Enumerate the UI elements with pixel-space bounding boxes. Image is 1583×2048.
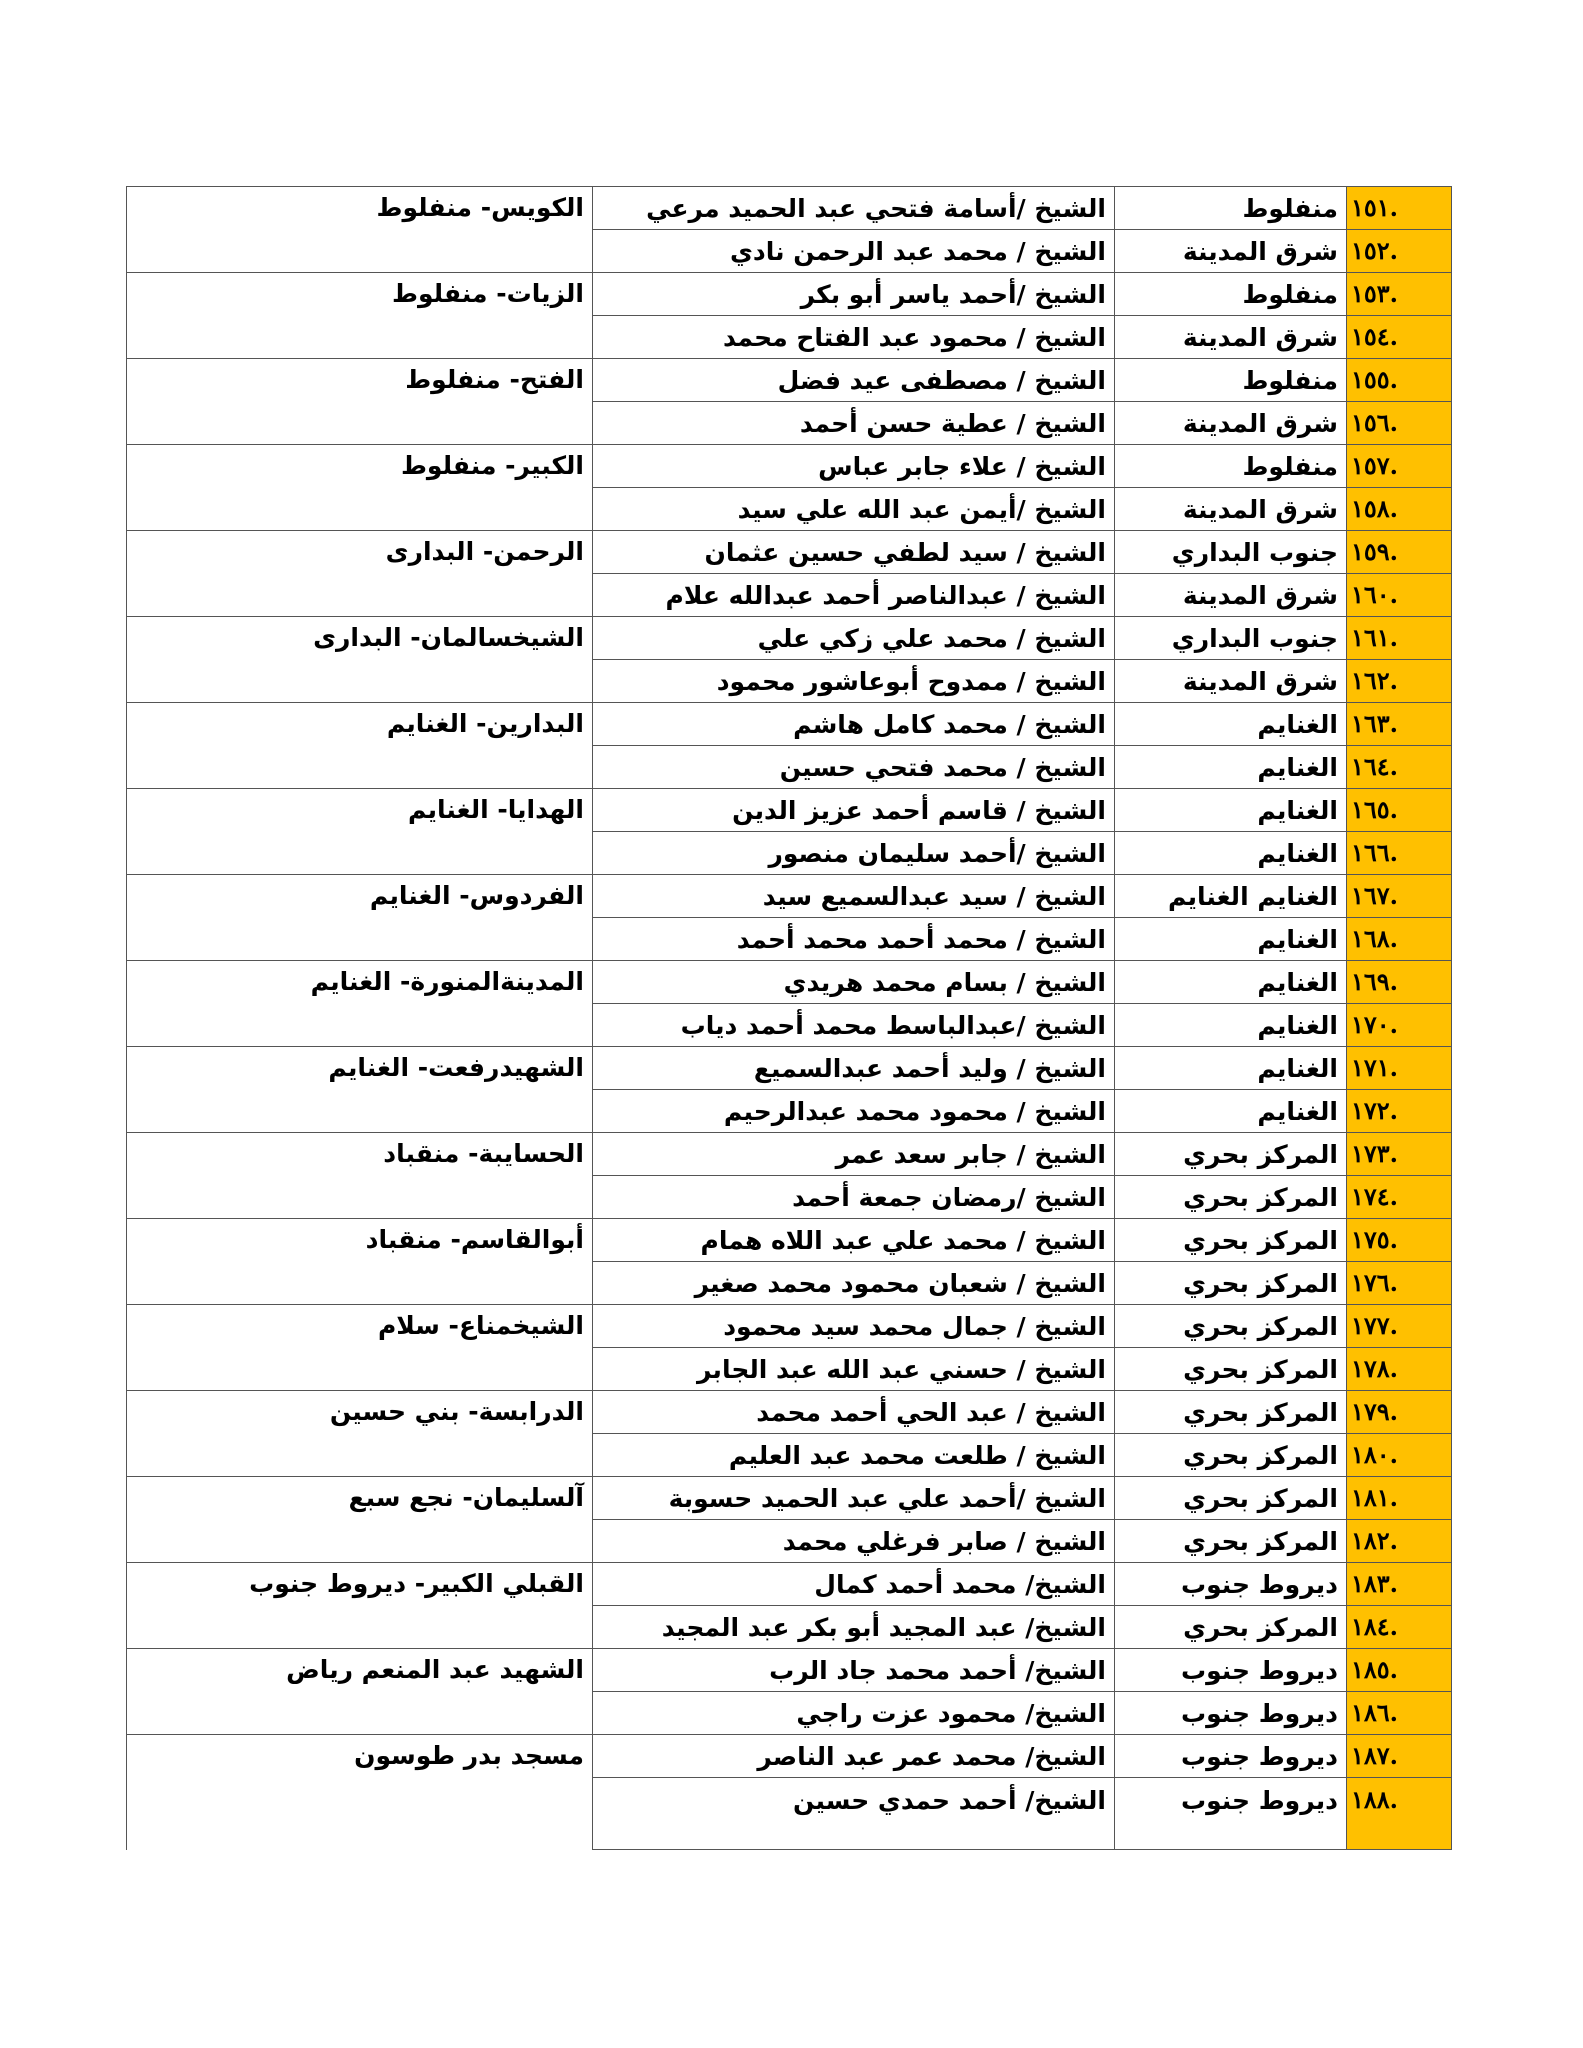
area-cell: الغنايم	[1115, 1047, 1347, 1090]
sheikh-name-cell: الشيخ / محمد كامل هاشم	[593, 703, 1115, 746]
row-number: ١٧٦.	[1347, 1262, 1452, 1305]
row-number: ١٨٧.	[1347, 1735, 1452, 1778]
area-cell: المركز بحري	[1115, 1391, 1347, 1434]
mosque-cell: الكويس- منفلوط	[127, 187, 593, 273]
area-cell: الغنايم	[1115, 1090, 1347, 1133]
row-number: ١٦١.	[1347, 617, 1452, 660]
mosque-cell: آلسليمان- نجع سبع	[127, 1477, 593, 1563]
row-number: ١٧١.	[1347, 1047, 1452, 1090]
row-number: ١٥٧.	[1347, 445, 1452, 488]
sheikh-name-cell: الشيخ /عبدالباسط محمد أحمد دياب	[593, 1004, 1115, 1047]
sheikh-name-cell: الشيخ / محمد علي زكي علي	[593, 617, 1115, 660]
sheikh-name-cell: الشيخ / قاسم أحمد عزيز الدين	[593, 789, 1115, 832]
area-cell: الغنايم	[1115, 832, 1347, 875]
sheikh-name-cell: الشيخ/ عبد المجيد أبو بكر عبد المجيد	[593, 1606, 1115, 1649]
mosque-cell: أبوالقاسم- منقباد	[127, 1219, 593, 1305]
row-number: ١٥١.	[1347, 187, 1452, 230]
table-row	[127, 1305, 1452, 1348]
sheikh-name-cell: الشيخ / سيد لطفي حسين عثمان	[593, 531, 1115, 574]
sheikh-name-cell: الشيخ / جابر سعد عمر	[593, 1133, 1115, 1176]
area-cell: الغنايم	[1115, 703, 1347, 746]
row-number: ١٨٢.	[1347, 1520, 1452, 1563]
sheikh-name-cell: الشيخ / محمود عبد الفتاح محمد	[593, 316, 1115, 359]
area-cell: شرق المدينة	[1115, 574, 1347, 617]
row-number: ١٨٨.	[1347, 1778, 1452, 1850]
table-row	[127, 1047, 1452, 1090]
table-row	[127, 961, 1452, 1004]
area-cell: شرق المدينة	[1115, 660, 1347, 703]
area-cell: المركز بحري	[1115, 1219, 1347, 1262]
sheikh-name-cell: الشيخ /أحمد سليمان منصور	[593, 832, 1115, 875]
row-number: ١٧٨.	[1347, 1348, 1452, 1391]
area-cell: المركز بحري	[1115, 1520, 1347, 1563]
table-row	[127, 1563, 1452, 1606]
row-number: ١٧٤.	[1347, 1176, 1452, 1219]
row-number: ١٨٣.	[1347, 1563, 1452, 1606]
area-cell: شرق المدينة	[1115, 402, 1347, 445]
mosque-cell: القبلي الكبير- ديروط جنوب	[127, 1563, 593, 1649]
row-number: ١٨٠.	[1347, 1434, 1452, 1477]
area-cell: ديروط جنوب	[1115, 1563, 1347, 1606]
area-cell: الغنايم	[1115, 918, 1347, 961]
sheikh-name-cell: الشيخ / محمد أحمد محمد أحمد	[593, 918, 1115, 961]
area-cell: المركز بحري	[1115, 1606, 1347, 1649]
area-cell: الغنايم	[1115, 1004, 1347, 1047]
area-cell: جنوب البداري	[1115, 531, 1347, 574]
area-cell: ديروط جنوب	[1115, 1692, 1347, 1735]
area-cell: المركز بحري	[1115, 1176, 1347, 1219]
mosque-cell: الزيات- منفلوط	[127, 273, 593, 359]
row-number: ١٦٢.	[1347, 660, 1452, 703]
sheikh-name-cell: الشيخ/ أحمد محمد جاد الرب	[593, 1649, 1115, 1692]
table-row	[127, 1133, 1452, 1176]
row-number: ١٧٧.	[1347, 1305, 1452, 1348]
area-cell: المركز بحري	[1115, 1477, 1347, 1520]
area-cell: شرق المدينة	[1115, 230, 1347, 273]
table-row	[127, 1477, 1452, 1520]
table-row	[127, 789, 1452, 832]
mosque-cell: الكبير- منفلوط	[127, 445, 593, 531]
sheikh-name-cell: الشيخ /أيمن عبد الله علي سيد	[593, 488, 1115, 531]
sheikh-name-cell: الشيخ / طلعت محمد عبد العليم	[593, 1434, 1115, 1477]
sheikh-name-cell: الشيخ / جمال محمد سيد محمود	[593, 1305, 1115, 1348]
sheikh-name-cell: الشيخ / محمد عبد الرحمن نادي	[593, 230, 1115, 273]
mosque-cell: الشيخسالمان- البدارى	[127, 617, 593, 703]
sheikh-name-cell: الشيخ / محمد فتحي حسين	[593, 746, 1115, 789]
area-cell: ديروط جنوب	[1115, 1735, 1347, 1778]
mosque-cell: الفردوس- الغنايم	[127, 875, 593, 961]
table-row	[127, 359, 1452, 402]
sheikh-name-cell: الشيخ / وليد أحمد عبدالسميع	[593, 1047, 1115, 1090]
row-number: ١٥٤.	[1347, 316, 1452, 359]
mosque-cell: الشهيدرفعت- الغنايم	[127, 1047, 593, 1133]
row-number: ١٥٢.	[1347, 230, 1452, 273]
mosque-cell: البدارين- الغنايم	[127, 703, 593, 789]
sheikh-name-cell: الشيخ /أسامة فتحي عبد الحميد مرعي	[593, 187, 1115, 230]
area-cell: جنوب البداري	[1115, 617, 1347, 660]
area-cell: شرق المدينة	[1115, 488, 1347, 531]
table-row	[127, 1649, 1452, 1692]
row-number: ١٦٣.	[1347, 703, 1452, 746]
row-number: ١٧٠.	[1347, 1004, 1452, 1047]
sheikh-name-cell: الشيخ / ممدوح أبوعاشور محمود	[593, 660, 1115, 703]
sheikh-name-cell: الشيخ / عبد الحي أحمد محمد	[593, 1391, 1115, 1434]
area-cell: المركز بحري	[1115, 1434, 1347, 1477]
row-number: ١٥٣.	[1347, 273, 1452, 316]
area-cell: المركز بحري	[1115, 1305, 1347, 1348]
mosque-cell: الحسايبة- منقباد	[127, 1133, 593, 1219]
area-cell: منفلوط	[1115, 359, 1347, 402]
row-number: ١٦٠.	[1347, 574, 1452, 617]
area-cell: ديروط جنوب	[1115, 1649, 1347, 1692]
sheikh-name-cell: الشيخ / عبدالناصر أحمد عبدالله علام	[593, 574, 1115, 617]
sheikh-name-cell: الشيخ /رمضان جمعة أحمد	[593, 1176, 1115, 1219]
row-number: ١٨٦.	[1347, 1692, 1452, 1735]
table-row	[127, 1219, 1452, 1262]
mosque-cell: الشهيد عبد المنعم رياض	[127, 1649, 593, 1735]
table-row	[127, 875, 1452, 918]
row-number: ١٦٤.	[1347, 746, 1452, 789]
mosque-cell: الشيخمناع- سلام	[127, 1305, 593, 1391]
sheikh-name-cell: الشيخ / عطية حسن أحمد	[593, 402, 1115, 445]
area-cell: الغنايم	[1115, 746, 1347, 789]
mosque-cell: المدينةالمنورة- الغنايم	[127, 961, 593, 1047]
sheikh-name-cell: الشيخ/ محمد عمر عبد الناصر	[593, 1735, 1115, 1778]
mosque-cell: الدرابسة- بني حسين	[127, 1391, 593, 1477]
row-number: ١٥٦.	[1347, 402, 1452, 445]
table-body	[127, 187, 1452, 1850]
row-number: ١٥٩.	[1347, 531, 1452, 574]
mosque-cell: الهدايا- الغنايم	[127, 789, 593, 875]
sheikh-name-cell: الشيخ / علاء جابر عباس	[593, 445, 1115, 488]
area-cell: منفلوط	[1115, 445, 1347, 488]
row-number: ١٦٨.	[1347, 918, 1452, 961]
area-cell: المركز بحري	[1115, 1262, 1347, 1305]
row-number: ١٨٥.	[1347, 1649, 1452, 1692]
table-row	[127, 273, 1452, 316]
sheikh-name-cell: الشيخ/ محمد أحمد كمال	[593, 1563, 1115, 1606]
area-cell: منفلوط	[1115, 273, 1347, 316]
sheikh-name-cell: الشيخ / بسام محمد هريدي	[593, 961, 1115, 1004]
sheikh-name-cell: الشيخ /أحمد علي عبد الحميد حسوبة	[593, 1477, 1115, 1520]
table-row	[127, 617, 1452, 660]
table-row	[127, 1391, 1452, 1434]
area-cell: الغنايم	[1115, 789, 1347, 832]
sheikh-name-cell: الشيخ / شعبان محمود محمد صغير	[593, 1262, 1115, 1305]
sheikhs-table	[126, 186, 1452, 1850]
area-cell: المركز بحري	[1115, 1348, 1347, 1391]
row-number: ١٦٦.	[1347, 832, 1452, 875]
row-number: ١٦٥.	[1347, 789, 1452, 832]
sheikh-name-cell: الشيخ/ محمود عزت راجي	[593, 1692, 1115, 1735]
sheikh-name-cell: الشيخ / صابر فرغلي محمد	[593, 1520, 1115, 1563]
mosque-cell: الرحمن- البدارى	[127, 531, 593, 617]
table-row	[127, 445, 1452, 488]
row-number: ١٥٨.	[1347, 488, 1452, 531]
row-number: ١٧٢.	[1347, 1090, 1452, 1133]
mosque-cell: الفتح- منفلوط	[127, 359, 593, 445]
row-number: ١٨١.	[1347, 1477, 1452, 1520]
table-row	[127, 1735, 1452, 1778]
row-number: ١٦٩.	[1347, 961, 1452, 1004]
table-row	[127, 703, 1452, 746]
sheikh-name-cell: الشيخ / سيد عبدالسميع سيد	[593, 875, 1115, 918]
area-cell: ديروط جنوب	[1115, 1778, 1347, 1850]
table-row	[127, 531, 1452, 574]
sheikh-name-cell: الشيخ/ أحمد حمدي حسين	[593, 1778, 1115, 1850]
table-row	[127, 187, 1452, 230]
sheikh-name-cell: الشيخ / مصطفى عيد فضل	[593, 359, 1115, 402]
area-cell: الغنايم الغنايم	[1115, 875, 1347, 918]
sheikh-name-cell: الشيخ /أحمد ياسر أبو بكر	[593, 273, 1115, 316]
sheikh-name-cell: الشيخ / محمود محمد عبدالرحيم	[593, 1090, 1115, 1133]
sheikh-name-cell: الشيخ / حسني عبد الله عبد الجابر	[593, 1348, 1115, 1391]
area-cell: المركز بحري	[1115, 1133, 1347, 1176]
row-number: ١٦٧.	[1347, 875, 1452, 918]
area-cell: منفلوط	[1115, 187, 1347, 230]
row-number: ١٧٣.	[1347, 1133, 1452, 1176]
row-number: ١٥٥.	[1347, 359, 1452, 402]
row-number: ١٧٥.	[1347, 1219, 1452, 1262]
area-cell: الغنايم	[1115, 961, 1347, 1004]
row-number: ١٧٩.	[1347, 1391, 1452, 1434]
sheikh-name-cell: الشيخ / محمد علي عبد اللاه همام	[593, 1219, 1115, 1262]
row-number: ١٨٤.	[1347, 1606, 1452, 1649]
mosque-cell: مسجد بدر طوسون	[127, 1735, 593, 1850]
area-cell: شرق المدينة	[1115, 316, 1347, 359]
